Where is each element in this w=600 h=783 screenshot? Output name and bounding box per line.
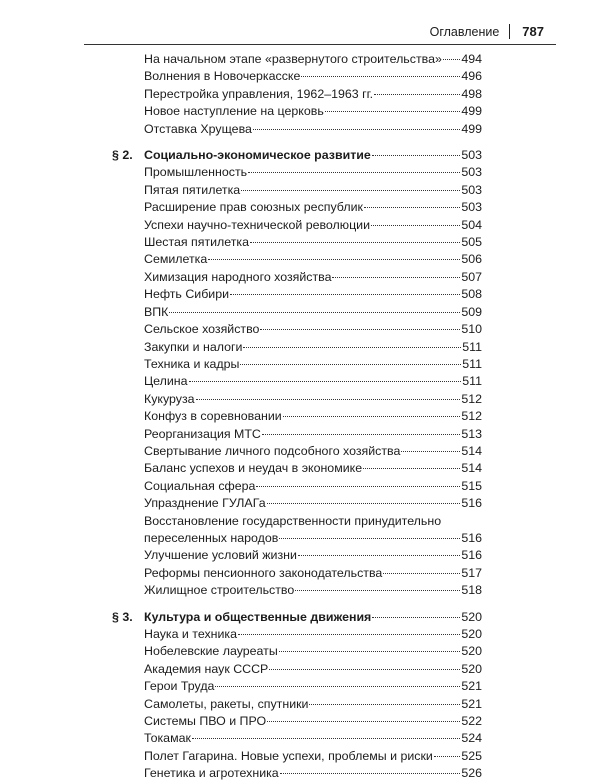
toc-entry-title: Отставка Хрущева (144, 121, 252, 136)
toc-entry-line (104, 103, 482, 120)
toc-entry (104, 251, 482, 268)
toc-entry-title: Герои Труда (144, 679, 215, 694)
toc-entry-title: Свертывание личного подсобного хозяйства (144, 443, 401, 458)
toc-entry-page: 503 (461, 148, 482, 163)
toc-entry-line (104, 626, 482, 643)
toc-entry-page: 520 (461, 609, 482, 624)
toc-entry-title: Реформы пенсионного законодательства (144, 565, 383, 580)
toc-entry-page: 522 (461, 714, 482, 729)
toc-entry (104, 234, 482, 251)
dot-leader (189, 381, 462, 382)
toc-entry-line (104, 748, 482, 765)
toc-entry-page: 524 (461, 731, 482, 746)
toc-entry-line (104, 321, 482, 338)
toc-entry (104, 217, 482, 234)
toc-entry-title: Упразднение ГУЛАГа (144, 496, 266, 511)
toc-entry-line (104, 182, 482, 199)
dot-leader (279, 651, 461, 652)
toc-entry-line (104, 391, 482, 408)
dot-leader (240, 364, 461, 365)
toc-entry (104, 121, 482, 138)
toc-entry-title: Сельское хозяйство (144, 322, 260, 337)
toc-entry-line (104, 565, 482, 582)
toc-entry (104, 582, 482, 599)
toc-entry-line (104, 713, 482, 730)
toc-entry-title: Техника и кадры (144, 356, 240, 371)
toc-entry (104, 478, 482, 495)
toc-entry-title: Социально-экономическое развитие (144, 148, 371, 163)
toc-section-number: § 3. (112, 609, 133, 624)
toc-entry-page: 520 (461, 644, 482, 659)
toc-entry-title: Полет Гагарина. Новые успехи, проблемы и риски (144, 748, 433, 763)
toc-entry-line (104, 68, 482, 85)
toc-entry-page: 511 (462, 356, 482, 371)
toc-entry (104, 696, 482, 713)
toc-entry-line (104, 339, 482, 356)
toc-entry-page: 504 (461, 217, 482, 232)
dot-leader (283, 416, 461, 417)
toc-entry (104, 182, 482, 199)
toc-entry-page: 507 (461, 269, 482, 284)
toc-entry-line (104, 356, 482, 373)
dot-leader (248, 172, 460, 173)
toc-entry-title: Восстановление государственности принудительно (144, 513, 442, 528)
toc-entry-page: 503 (461, 200, 482, 215)
toc-entry-line (104, 765, 482, 782)
toc-entry-title: Успехи научно-технической революции (144, 217, 371, 232)
toc-entry-line (104, 147, 482, 164)
toc-entry-page: 513 (461, 426, 482, 441)
toc-entry-page: 516 (461, 530, 482, 545)
toc-entry-page: 515 (461, 478, 482, 493)
toc-entry-line (104, 373, 482, 390)
toc-entry (104, 713, 482, 730)
toc-entry-title: Генетика и агротехника (144, 766, 279, 781)
toc-entry-title: Кукуруза (144, 391, 195, 406)
toc-entry-title: Волнения в Новочеркасске (144, 69, 301, 84)
toc-entry-page: 526 (461, 766, 482, 781)
dot-leader (250, 242, 460, 243)
toc-entry-title-continuation: переселенных народов (144, 530, 279, 545)
running-header (430, 24, 544, 39)
toc-entry-line (104, 478, 482, 495)
header-rule (84, 44, 556, 45)
dot-leader (196, 399, 461, 400)
toc-entry-title: На начальном этапе «развернутого строительства» (144, 52, 442, 66)
toc-entry-line (104, 661, 482, 678)
toc-entry (104, 765, 482, 782)
toc-entry (104, 730, 482, 747)
toc-entry (104, 86, 482, 103)
toc-entry (104, 51, 482, 68)
toc-entry (104, 547, 482, 564)
toc-entry-line (104, 643, 482, 660)
toc-entry-page: 499 (461, 104, 482, 119)
toc-entry (104, 68, 482, 85)
toc-entry-title: Химизация народного хозяйства (144, 269, 332, 284)
toc-entry-page: 520 (461, 661, 482, 676)
toc-entry-title: Семилетка (144, 252, 208, 267)
toc-entry-title: Нефть Сибири (144, 287, 230, 302)
toc-entry (104, 373, 482, 390)
toc-entry-line (104, 199, 482, 216)
dot-leader (364, 207, 460, 208)
toc-entry (104, 678, 482, 695)
dot-leader (372, 155, 461, 156)
toc-entry-title: Токамак (144, 731, 191, 746)
toc-entry (104, 199, 482, 216)
toc-entry-line (104, 426, 482, 443)
toc-entry-page: 514 (461, 461, 482, 476)
toc-entry-title: Системы ПВО и ПРО (144, 714, 267, 729)
toc-entry (104, 426, 482, 443)
toc-entry-page: 521 (461, 679, 482, 694)
toc-entry (104, 321, 482, 338)
toc-entry-page: 505 (461, 235, 482, 250)
toc-entry-line (104, 696, 482, 713)
toc-entry (104, 286, 482, 303)
toc-entry-line (104, 443, 482, 460)
toc-entry-page: 521 (461, 696, 482, 711)
dot-leader (262, 434, 460, 435)
toc-entry (104, 391, 482, 408)
toc-entry-line (104, 582, 482, 599)
toc-entry-page: 525 (461, 748, 482, 763)
dot-leader (253, 129, 460, 130)
toc-entry-line (104, 121, 482, 138)
toc-entry (104, 626, 482, 643)
toc-entry-line (104, 547, 482, 564)
page-number: 787 (522, 24, 544, 39)
toc-entry-title: ВПК (144, 304, 169, 319)
toc-entry-title: Баланс успехов и неудач в экономике (144, 461, 363, 476)
toc-entry-page: 510 (461, 322, 482, 337)
toc-entry-page: 496 (461, 69, 482, 84)
toc-entry-page: 503 (461, 182, 482, 197)
dot-leader (279, 538, 460, 539)
toc-entry (104, 643, 482, 660)
toc-entry-line (104, 286, 482, 303)
dot-leader (383, 573, 460, 574)
toc-entry-page: 511 (462, 374, 482, 389)
dot-leader (301, 76, 460, 77)
toc-entry-line (104, 86, 482, 103)
toc-entry-page: 498 (461, 86, 482, 101)
toc-entry-line (104, 164, 482, 181)
toc-entry-page: 508 (461, 287, 482, 302)
toc-entry-page: 516 (461, 496, 482, 511)
toc-entry-page: 512 (461, 391, 482, 406)
dot-leader (434, 756, 461, 757)
toc-entry-line (104, 530, 482, 547)
toc-entry-title: Улучшение условий жизни (144, 548, 297, 563)
toc-entry (104, 565, 482, 582)
dot-leader (372, 617, 460, 618)
toc-entry (104, 748, 482, 765)
toc-entry-line (104, 495, 482, 512)
dot-leader (443, 59, 460, 60)
dot-leader (269, 669, 460, 670)
toc-entry-title: Промышленность (144, 165, 248, 180)
toc-entry-page: 511 (462, 339, 482, 354)
toc-entry-title: Конфуз в соревновании (144, 409, 282, 424)
toc-section-entry (104, 147, 482, 164)
toc-entry (104, 408, 482, 425)
toc-entry (104, 304, 482, 321)
toc-entry-page: 499 (461, 121, 482, 136)
toc-entry-page: 518 (461, 583, 482, 598)
toc-entry (104, 164, 482, 181)
toc-section-entry (104, 609, 482, 626)
dot-leader (192, 738, 460, 739)
toc-entry-title: Шестая пятилетка (144, 235, 250, 250)
dot-leader (208, 259, 460, 260)
toc-entry-line (104, 730, 482, 747)
dot-leader (298, 555, 460, 556)
toc-entry-page: 516 (461, 548, 482, 563)
toc-entry-page: 514 (461, 443, 482, 458)
toc-entry (104, 460, 482, 477)
dot-leader (243, 347, 461, 348)
dot-leader (309, 704, 460, 705)
toc-entry-page: 517 (461, 565, 482, 580)
table-of-contents (104, 51, 482, 783)
toc-entry-page: 520 (461, 627, 482, 641)
toc-entry-title: Новое наступление на церковь (144, 104, 324, 119)
toc-entry (104, 103, 482, 120)
toc-entry-title: Реорганизация МТС (144, 426, 261, 441)
toc-entry-title: Культура и общественные движения (144, 609, 372, 624)
header-separator (509, 24, 510, 39)
dot-leader (295, 590, 460, 591)
dot-leader (401, 451, 460, 452)
running-header-title: Оглавление (429, 24, 500, 39)
dot-leader (374, 94, 460, 95)
toc-entry-page: 506 (461, 252, 482, 267)
toc-entry-line (104, 251, 482, 268)
toc-entry (104, 443, 482, 460)
dot-leader (241, 190, 460, 191)
dot-leader (325, 111, 461, 112)
dot-leader (267, 503, 461, 504)
toc-entry (104, 661, 482, 678)
toc-entry (104, 269, 482, 286)
dot-leader (363, 468, 460, 469)
toc-entry-page: 503 (461, 165, 482, 180)
toc-entry-title: Академия наук СССР (144, 661, 269, 676)
toc-entry-line (104, 234, 482, 251)
toc-entry-title: Нобелевские лауреаты (144, 644, 278, 659)
dot-leader (169, 312, 460, 313)
toc-entry-line (104, 51, 482, 68)
toc-entry-title: Закупки и налоги (144, 339, 243, 354)
dot-leader (230, 294, 460, 295)
dot-leader (267, 721, 460, 722)
toc-entry-page: 512 (461, 409, 482, 424)
toc-entry-title: Расширение прав союзных республик (144, 200, 363, 215)
toc-entry (104, 513, 482, 548)
toc-entry-line (104, 609, 482, 626)
toc-entry (104, 356, 482, 373)
dot-leader (260, 329, 460, 330)
toc-entry-title: Социальная сфера (144, 478, 256, 493)
toc-entry-title: Перестройка управления, 1962–1963 гг. (144, 86, 374, 101)
toc-entry-line (104, 304, 482, 321)
dot-leader (215, 686, 460, 687)
dot-leader (332, 277, 460, 278)
toc-entry-page: 494 (461, 52, 482, 66)
dot-leader (280, 773, 461, 774)
toc-entry (104, 495, 482, 512)
toc-section-number: § 2. (112, 148, 133, 163)
toc-entry-page: 509 (461, 304, 482, 319)
toc-entry-line (104, 408, 482, 425)
toc-entry-line (104, 217, 482, 234)
toc-entry-title: Целина (144, 374, 188, 389)
dot-leader (371, 225, 460, 226)
toc-entry (104, 339, 482, 356)
toc-entry-title: Самолеты, ракеты, спутники (144, 696, 309, 711)
toc-entry-title: Пятая пятилетка (144, 182, 241, 197)
toc-entry-line (104, 460, 482, 477)
toc-entry-title: Наука и техника (144, 627, 237, 641)
dot-leader (256, 486, 460, 487)
toc-entry-line (104, 269, 482, 286)
toc-entry-line (104, 678, 482, 695)
toc-entry-title: Жилищное строительство (144, 583, 295, 598)
dot-leader (238, 634, 460, 635)
